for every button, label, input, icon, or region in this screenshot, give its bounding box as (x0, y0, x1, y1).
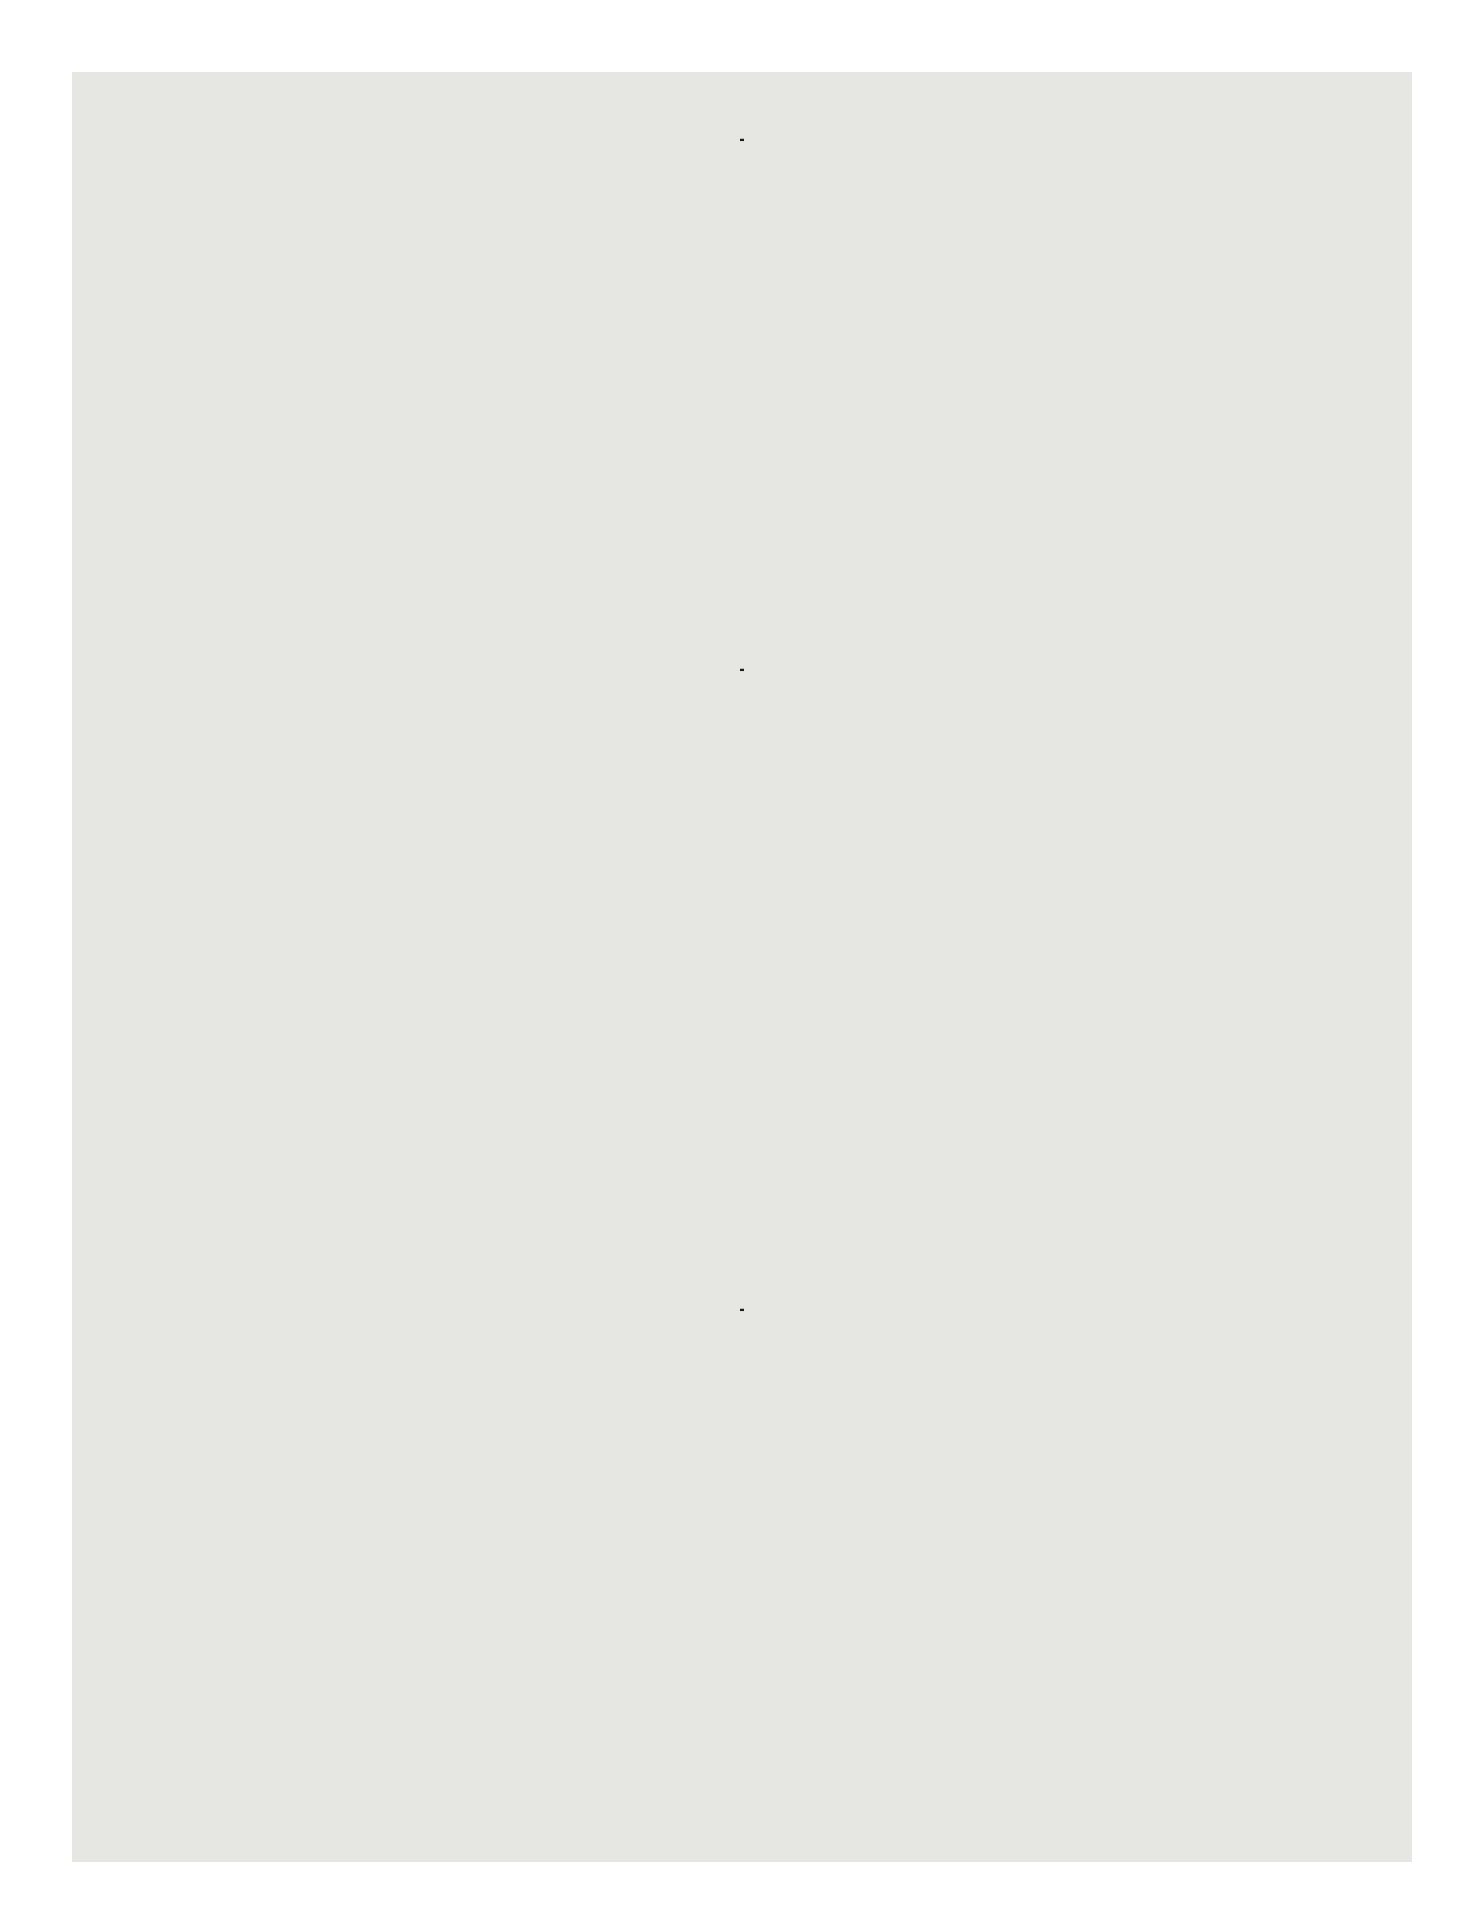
decorative-border-bottom (70, 1864, 1414, 1914)
nigiri-title (740, 82, 744, 141)
decorative-border-top (70, 20, 1414, 70)
combo-title (740, 1252, 744, 1311)
menu-panel (72, 72, 1412, 1862)
rolls-heading (72, 612, 1412, 667)
decorative-border-left (20, 20, 70, 1914)
nigiri-heading (72, 82, 1412, 137)
combo-heading (72, 1252, 1412, 1307)
decorative-border-right (1414, 20, 1464, 1914)
rolls-title (740, 612, 744, 671)
